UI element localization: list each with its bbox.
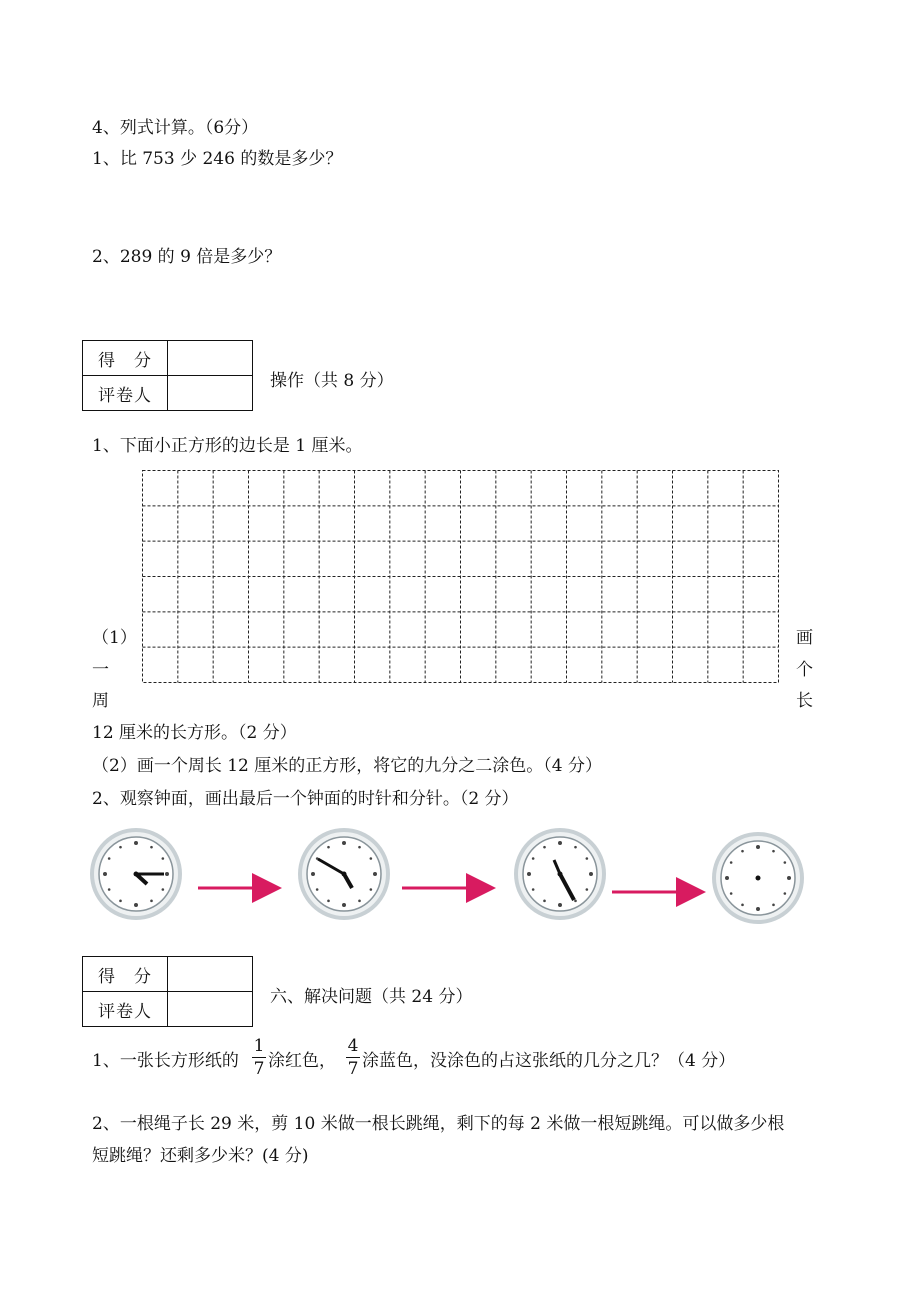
clock-tick (586, 857, 589, 860)
part1-char-ge: 个 (796, 660, 813, 680)
grader-label: 评卷人 (83, 376, 168, 411)
score-box-operation (82, 340, 253, 411)
clock-tick (787, 876, 791, 880)
section6-q2-line1: 2、一根绳子长 29 米，剪 10 米做一根长跳绳，剩下的每 2 米做一根短跳绳。可以做多少根 (92, 1114, 785, 1134)
clock-tick (162, 888, 165, 891)
clock-tick (358, 846, 361, 849)
clock-tick (358, 900, 361, 903)
clock-tick (574, 846, 577, 849)
clock-tick (316, 888, 319, 891)
clock-sequence (88, 822, 818, 932)
fraction-one-seventh (252, 1037, 266, 1078)
score-label: 得 分 (83, 957, 168, 992)
fraction-denominator: 7 (253, 1059, 265, 1079)
clock-tick (756, 907, 760, 911)
fraction-bar (252, 1057, 266, 1058)
section4-question-1: 1、比 753 少 246 的数是多少？ (92, 149, 343, 169)
section6-q1-part-c: 涂蓝色，没涂色的占这张纸的几分之几？（4 分） (362, 1051, 736, 1071)
part1-char-chang: 长 (796, 691, 813, 711)
clock-tick (108, 857, 111, 860)
clock-tick (574, 900, 577, 903)
score-cell[interactable] (168, 341, 253, 376)
clock-face-3 (514, 828, 606, 920)
score-cell[interactable] (168, 957, 253, 992)
clock-tick (327, 900, 330, 903)
clock-tick (756, 845, 760, 849)
fraction-denominator: 7 (347, 1059, 359, 1079)
clock-tick (150, 846, 153, 849)
section6-q1-part-a: 1、一张长方形纸的 (92, 1051, 239, 1071)
part1-char-hua: 画 (796, 628, 813, 648)
clock-face-4-blank[interactable] (712, 832, 804, 924)
clock-tick (342, 841, 346, 845)
clock-tick (784, 892, 787, 895)
grader-cell[interactable] (168, 376, 253, 411)
section6-q1-part-b: 涂红色， (268, 1051, 336, 1071)
section5-question-1: 1、下面小正方形的边长是 1 厘米。 (92, 436, 363, 456)
clock-tick (527, 872, 531, 876)
clock-tick (162, 857, 165, 860)
clock-tick (543, 846, 546, 849)
clock-tick (373, 872, 377, 876)
clock-tick (134, 841, 138, 845)
part1-continuation: 12 厘米的长方形。（2 分） (92, 723, 297, 743)
clock-tick (784, 861, 787, 864)
clock-tick (586, 888, 589, 891)
clock-face-2 (298, 828, 390, 920)
clock-tick (772, 904, 775, 907)
section5-question-2: 2、观察钟面，画出最后一个钟面的时针和分针。（2 分） (92, 789, 519, 809)
fraction-numerator: 4 (347, 1036, 359, 1056)
clock-tick (543, 900, 546, 903)
clock-tick (165, 872, 169, 876)
centimeter-grid (142, 470, 780, 684)
clock-tick (119, 846, 122, 849)
part1-char-zhou: 周 (92, 691, 109, 711)
clock-tick (532, 857, 535, 860)
section4-question-2: 2、289 的 9 倍是多少？ (92, 247, 282, 267)
part1-char-yi: 一 (92, 660, 109, 680)
section6-title: 六、解决问题（共 24 分） (270, 987, 473, 1007)
clock-tick (558, 841, 562, 845)
clock-tick (150, 900, 153, 903)
part1-label: （1） (92, 628, 137, 648)
clock-tick (532, 888, 535, 891)
clock-tick (311, 872, 315, 876)
clock-face-1 (90, 828, 182, 920)
score-label: 得 分 (83, 341, 168, 376)
clock-tick (342, 903, 346, 907)
clock-tick (725, 876, 729, 880)
clock-tick (730, 892, 733, 895)
clock-tick (772, 850, 775, 853)
score-box-problems (82, 956, 253, 1027)
fraction-numerator: 1 (253, 1036, 265, 1056)
clock-tick (108, 888, 111, 891)
grader-cell[interactable] (168, 992, 253, 1027)
fraction-four-sevenths (346, 1037, 360, 1078)
clock-tick (134, 903, 138, 907)
clock-tick (370, 888, 373, 891)
part2-text: （2）画一个周长 12 厘米的正方形，将它的九分之二涂色。（4 分） (92, 756, 602, 776)
clock-tick (370, 857, 373, 860)
clock-tick (558, 903, 562, 907)
section5-title: 操作（共 8 分） (270, 371, 394, 391)
clock-tick (589, 872, 593, 876)
grader-label: 评卷人 (83, 992, 168, 1027)
clock-tick (730, 861, 733, 864)
clock-tick (741, 850, 744, 853)
section6-q2-line2: 短跳绳？还剩多少米？(4 分) (92, 1146, 309, 1166)
clock-tick (119, 900, 122, 903)
section4-heading: 4、列式计算。（6分） (92, 118, 259, 138)
clock-tick (103, 872, 107, 876)
clock-tick (741, 904, 744, 907)
fraction-bar (346, 1057, 360, 1058)
clock-tick (327, 846, 330, 849)
